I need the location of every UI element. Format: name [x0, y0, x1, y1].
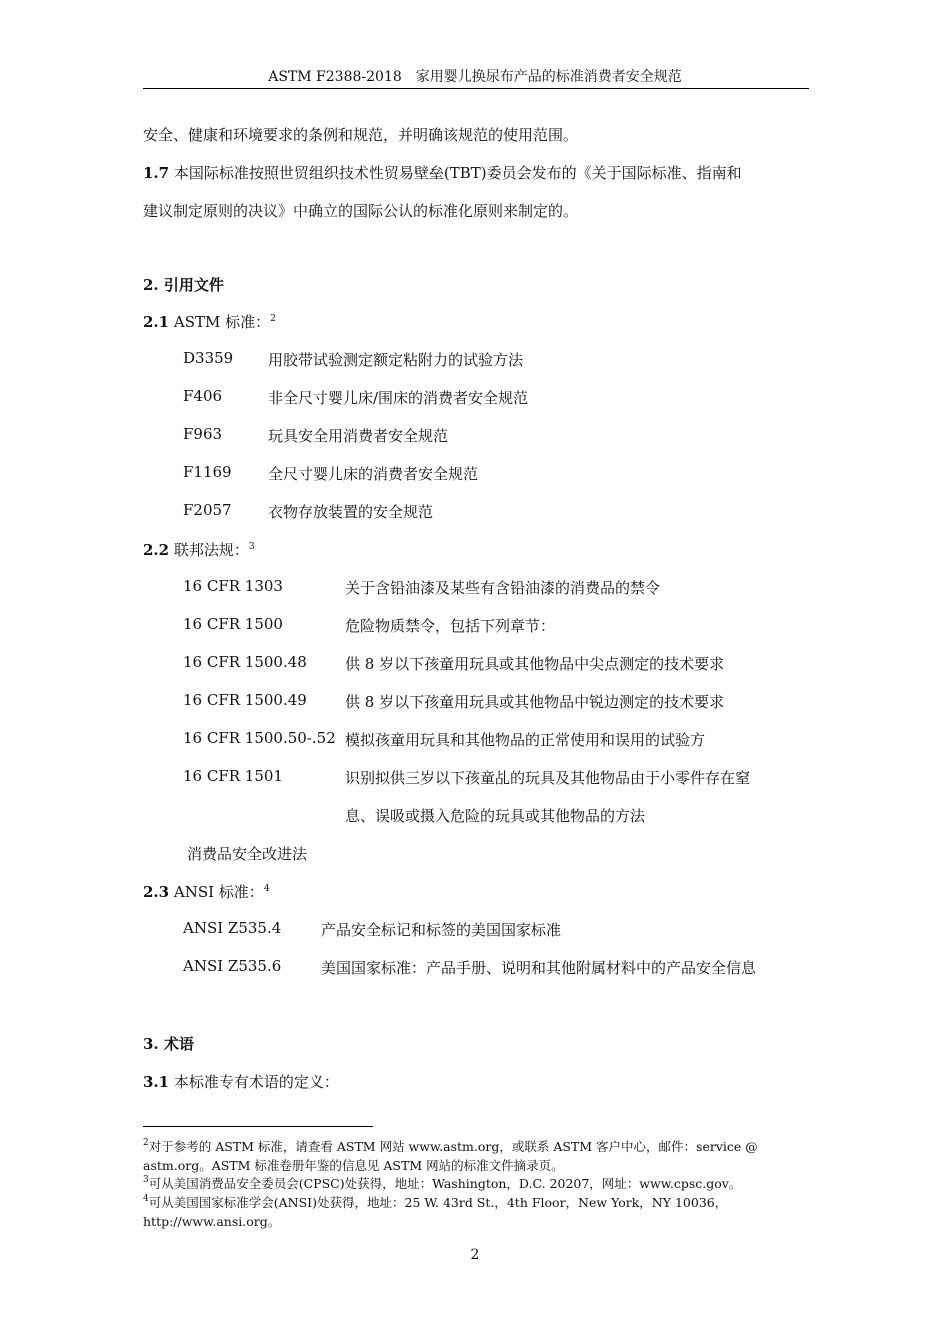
astm-ref-code: F2057	[183, 501, 232, 519]
cfr-ref-code: 16 CFR 1501	[183, 767, 283, 785]
cfr-ref-code: 16 CFR 1500.49	[183, 691, 307, 709]
cfr-ref-desc: 关于含铅油漆及某些有含铅油漆的消费品的禁令	[345, 579, 661, 597]
astm-ref-code: F963	[183, 425, 223, 443]
ansi-ref-code: ANSI Z535.6	[183, 957, 282, 975]
astm-ref-code: F1169	[183, 463, 232, 481]
clause-label: ASTM 标准：	[169, 313, 271, 331]
footnote-divider	[143, 1126, 373, 1127]
clause-number: 1.7	[143, 164, 170, 182]
astm-ref-desc: 非全尺寸婴儿床/围床的消费者安全规范	[268, 389, 529, 407]
cfr-ref-desc-cont: 息、误吸或摄入危险的玩具或其他物品的方法	[345, 807, 646, 825]
clause-2-2	[143, 539, 255, 560]
footnote-3	[143, 1174, 741, 1192]
cfr-ref-desc: 识别拟供三岁以下孩童乩的玩具及其他物品由于小零件存在窒	[345, 769, 751, 787]
footnote-2	[143, 1137, 758, 1155]
footnote-2-cont: astm.org。ASTM 标准卷册年鉴的信息见 ASTM 网站的标准文件摘录页。	[143, 1158, 564, 1173]
clause-1-7-cont: 建议制定原则的决议》中确立的国际公认的标准化原则来制定的。	[143, 202, 579, 220]
footnote-4	[143, 1193, 727, 1211]
clause-number: 2.3	[143, 883, 170, 901]
clause-text: 本标准专有术语的定义：	[173, 1073, 339, 1091]
clause-1-7	[143, 162, 742, 183]
astm-ref-desc: 用胶带试验测定额定粘附力的试验方法	[268, 351, 524, 369]
cfr-ref-code: 16 CFR 1500	[183, 615, 283, 633]
clause-label: 联邦法规：	[169, 541, 249, 559]
footnote-marker: 4	[143, 1194, 149, 1204]
clause-number: 2.1	[143, 313, 170, 331]
footnote-ref: 2	[270, 314, 276, 324]
running-header: ASTM F2388-2018 家用婴儿换尿布产品的标准消费者安全规范	[268, 69, 682, 85]
footnote-text: 可从美国消费品安全委员会(CPSC)处获得，地址：Washington，D.C. 20207，网址：www.cpsc.gov。	[148, 1176, 742, 1191]
footnote-text: 可从美国国家标准学会(ANSI)处获得，地址：25 W. 43rd St.，4th Floor，New York，NY 10036，	[148, 1195, 728, 1210]
astm-ref-code: F406	[183, 387, 223, 405]
ansi-ref-code: ANSI Z535.4	[183, 919, 282, 937]
cfr-ref-code: 16 CFR 1500.50-.52	[183, 729, 336, 747]
cfr-ref-desc: 危险物质禁令，包括下列章节：	[345, 617, 556, 635]
section-3-heading: 3. 术语	[143, 1035, 194, 1053]
astm-ref-code: D3359	[183, 349, 234, 367]
clause-3-1	[143, 1071, 339, 1092]
clause-number: 3.1	[143, 1073, 170, 1091]
page-number: 2	[470, 1247, 480, 1263]
intro-line: 安全、健康和环境要求的条例和规范，并明确该规范的使用范围。	[143, 126, 579, 144]
astm-ref-desc: 玩具安全用消费者安全规范	[268, 427, 449, 445]
footnote-text: 对于参考的 ASTM 标准，请查看 ASTM 网站 www.astm.org，或联系 ASTM 客户中心，邮件：service @	[148, 1139, 758, 1154]
footnote-ref: 3	[248, 542, 255, 552]
astm-ref-desc: 全尺寸婴儿床的消费者安全规范	[268, 465, 479, 483]
header-divider	[143, 88, 809, 89]
clause-label: ANSI 标准：	[169, 883, 264, 901]
cfr-ref-desc: 模拟孩童用玩具和其他物品的正常使用和误用的试验方	[345, 731, 706, 749]
footnote-marker: 3	[143, 1175, 149, 1185]
footnote-4-cont: http://www.ansi.org。	[143, 1214, 281, 1229]
footnote-ref: 4	[263, 884, 270, 894]
clause-2-1	[143, 311, 276, 332]
cpsia-ref: 消费品安全改进法	[187, 845, 308, 863]
section-2-heading: 2. 引用文件	[143, 276, 224, 294]
footnote-marker: 2	[143, 1138, 149, 1148]
ansi-ref-desc: 产品安全标记和标签的美国国家标准	[321, 921, 562, 939]
cfr-ref-code: 16 CFR 1303	[183, 577, 283, 595]
ansi-ref-desc: 美国国家标准：产品手册、说明和其他附属材料中的产品安全信息	[321, 959, 757, 977]
astm-ref-desc: 衣物存放装置的安全规范	[268, 503, 434, 521]
clause-text: 本国际标准按照世贸组织技术性贸易壁垒(TBT)委员会发布的《关于国际标准、指南和	[173, 164, 742, 182]
cfr-ref-desc: 供 8 岁以下孩童用玩具或其他物品中尖点测定的技术要求	[345, 655, 725, 673]
clause-number: 2.2	[143, 541, 170, 559]
cfr-ref-desc: 供 8 岁以下孩童用玩具或其他物品中锐边测定的技术要求	[345, 693, 725, 711]
cfr-ref-code: 16 CFR 1500.48	[183, 653, 307, 671]
clause-2-3	[143, 881, 270, 902]
